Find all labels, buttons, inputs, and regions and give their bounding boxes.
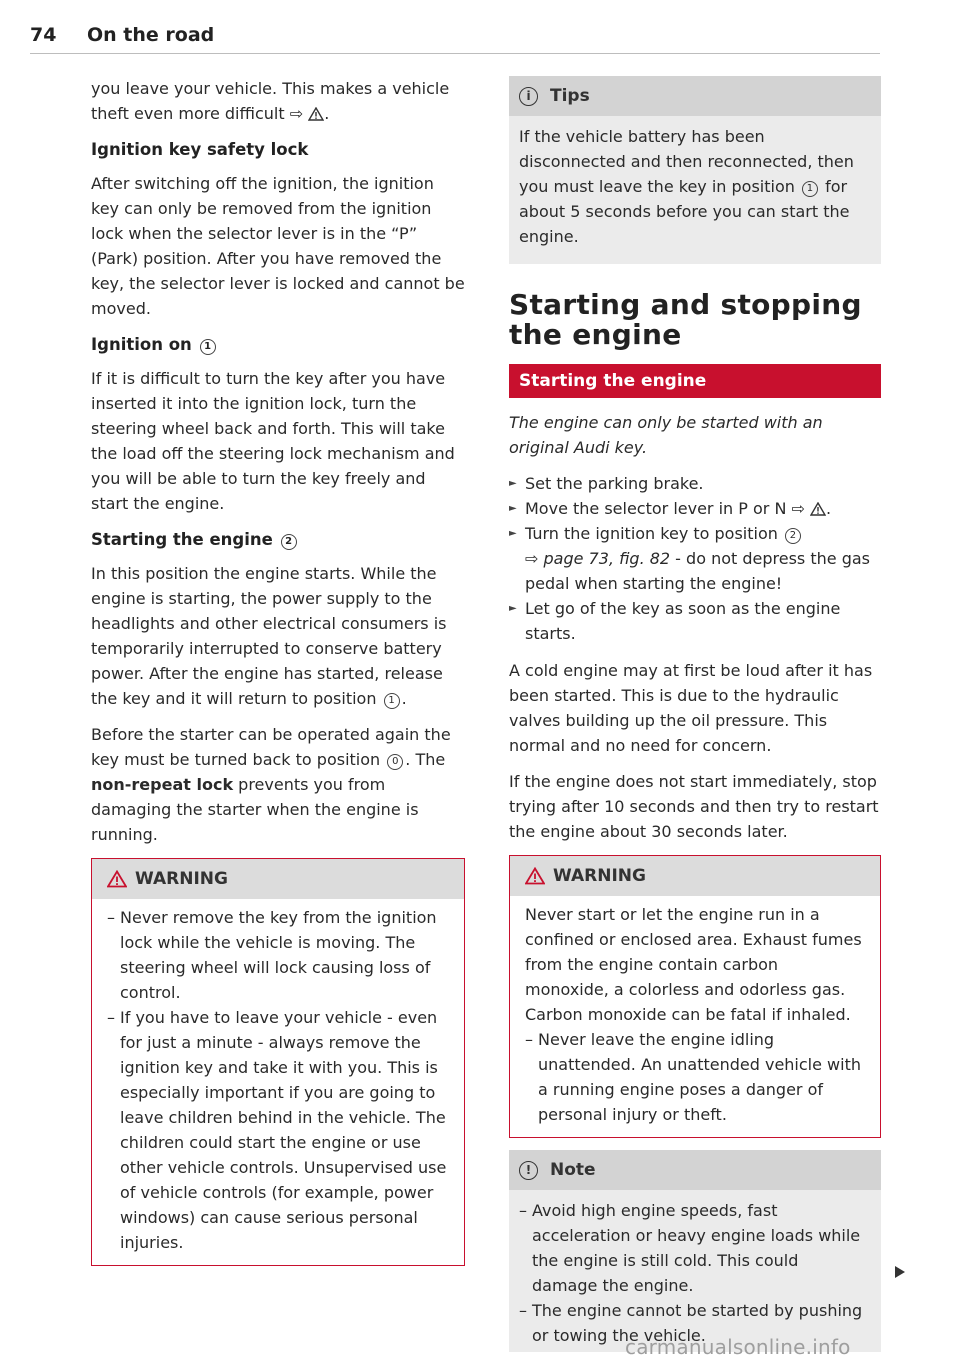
paragraph-ignition-on: If it is difficult to turn the key after you have inserted it into the ignition lock, turn the steering wheel back and forth. This will take the load off the steering lock mechanism and you will be able to turn the key freely and start the engine. [91,369,455,513]
warning-triangle-icon [308,107,324,121]
page-reference-link[interactable]: ⇨ page 73, fig. 82 [525,549,671,568]
tips-title: Tips [550,86,590,106]
paragraph-cold-engine: A cold engine may at first be loud after it has been started. This is due to the hydraulic valves building up the oil pressure. This normal and no need for concern. [509,661,873,755]
step-item: ► Set the parking brake. [509,474,704,493]
continue-arrow-icon [895,1266,905,1278]
tips-box [509,76,881,264]
warning-title: WARNING [553,866,646,886]
left-column [91,76,465,1266]
heading-ignition-on: Ignition on 1 [91,332,465,357]
warning-item: – Never leave the engine idling unattended. An unattended vehicle with a running engine poses a danger of personal injury or theft. [525,1030,861,1124]
warning-box [91,858,465,1266]
heading-safety-lock: Ignition key safety lock [91,140,309,159]
paragraph-restart: If the engine does not start immediately, stop trying after 10 seconds and then try to restart the engine about 30 seconds later. [509,772,879,841]
watermark: carmanualsonline.info [625,1335,851,1359]
paragraph-safety-lock: After switching off the ignition, the ignition key can only be removed from the ignition lock when the selector lever is in the “P” (Park) position. After you have removed the key, the selector lever is locked and cannot be moved. [91,174,465,318]
step-item: ► Let go of the key as soon as the engine starts. [509,599,841,643]
position-2-icon: 2 [281,534,297,550]
note-item: – The engine cannot be started by pushing or towing the vehicle. [519,1301,863,1345]
info-icon: i [519,87,538,106]
position-1-icon: 1 [200,339,216,355]
paragraph-intro: you leave your vehicle. This makes a vehicle theft even more difficult ⇨ . [91,79,450,123]
tips-text: If the vehicle battery has been disconnected and then reconnected, then you must leave the key in position 1 for about 5 seconds before you can start the engine. [519,127,854,246]
position-0-icon: 0 [387,754,403,770]
warning-box [509,855,881,1138]
paragraph-starting: In this position the engine starts. While the engine is starting, the power supply to the headlights and other electrical consumers is temporarily interrupted to conserve battery power. After the engine has started, release the key and it will return to position 1 . [91,564,447,708]
warning-text: Never start or let the engine run in a confined or enclosed area. Exhaust fumes from the engine contain carbon monoxide, a colorless and odorless gas. Carbon monoxide can be fatal if inhaled. [525,905,862,1024]
note-icon: ! [519,1161,538,1180]
page-number: 74 [30,24,57,46]
warning-triangle-icon [525,867,545,885]
note-header [509,1150,881,1190]
paragraph-non-repeat: Before the starter can be operated again the key must be turned back to position 0 . The non-repeat lock prevents you from damaging the starter when the engine is running. [91,725,451,844]
position-1-icon: 1 [802,181,818,197]
warning-item: – Never remove the key from the ignition lock while the vehicle is moving. The steering wheel will lock causing loss of control. [107,908,437,1002]
section-bar: Starting the engine [509,364,881,398]
note-box [509,1150,881,1352]
note-item: – Avoid high engine speeds, fast acceleration or heavy engine loads while the engine is still cold. This could damage the engine. [519,1201,861,1295]
warning-triangle-icon [810,502,826,516]
warning-header [510,856,880,896]
page-header [30,24,880,54]
tips-header [509,76,881,116]
heading-starting-engine: Starting the engine 2 [91,527,465,552]
steps-list [509,471,881,646]
intro-text: The engine can only be started with an original Audi key. [509,413,823,457]
warning-title: WARNING [135,869,228,889]
warning-header [92,859,464,899]
section-title: On the road [87,24,215,46]
step-item: ► Move the selector lever in P or N ⇨ . [509,499,832,518]
warning-triangle-icon [107,870,127,888]
right-column [509,76,881,1352]
position-2-icon: 2 [785,528,801,544]
step-item: ► Turn the ignition key to position 2 ⇨ page 73, fig. 82 - do not depress the gas pedal when starting the engine! [509,524,870,593]
position-1-icon: 1 [384,693,400,709]
note-title: Note [550,1160,596,1180]
page-heading: Starting and stopping the engine [509,288,862,351]
warning-item: – If you have to leave your vehicle - even for just a minute - always remove the ignition key and take it with you. This is especially important if you are going to leave children behind in the vehicle. The children could start the engine or use other vehicle controls. Unsupervised use of vehicle controls (for example, power windows) can cause serious personal injuries. [107,1008,447,1252]
